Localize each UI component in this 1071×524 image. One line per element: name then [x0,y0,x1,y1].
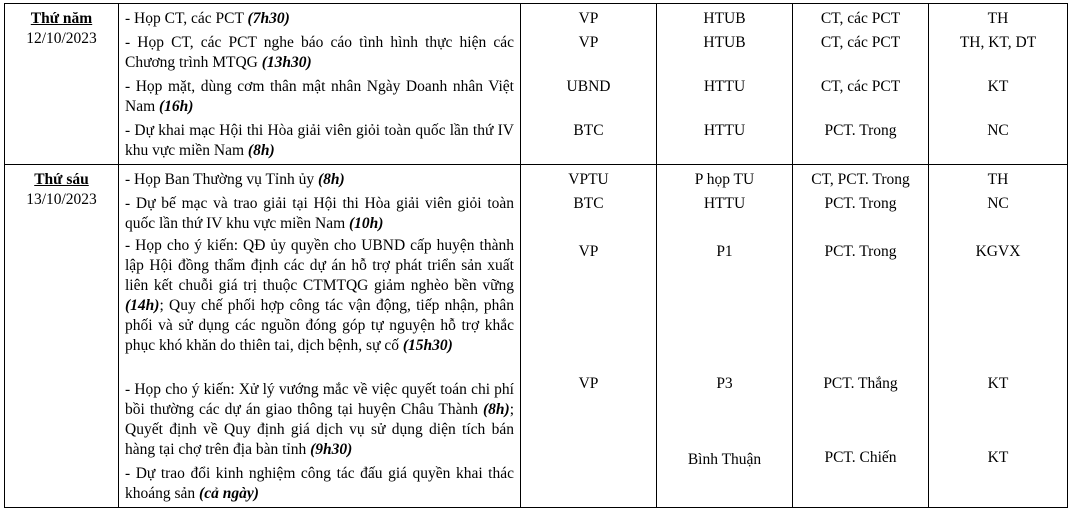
activity-item: - Họp CT, các PCT nghe báo cáo tình hình thực hiện các Chương trình MTQG (13h30) [125,34,514,71]
chair: CT, các PCT [820,34,901,51]
place-cell [657,4,793,165]
schedule-table [4,3,1068,508]
place-cell [657,165,793,508]
activities-cell [119,4,521,165]
organizer [521,450,656,470]
chair: PCT. Trong [824,122,897,139]
place: P họp TU [694,171,755,188]
chair-cell [793,165,929,508]
day-cell [5,4,119,165]
activities-cell [119,165,521,508]
activity-time: (16h) [159,98,194,115]
chair: CT, các PCT [820,10,901,27]
day-name: Thứ sáu [34,171,89,188]
organizer: VP [578,10,599,27]
organizer: VP [578,34,599,51]
organizer-cell [521,165,657,508]
chair: PCT. Thắng [823,375,898,392]
day-cell [5,165,119,508]
activity-item: - Dự khai mạc Hội thi Hòa giải viên giỏi toàn quốc lần thứ IV khu vực miền Nam (8h) [125,122,514,159]
activity-time: (8h) [317,171,345,188]
activity-item: - Họp cho ý kiến: Xử lý vướng mắc về việc quyết toán chi phí bồi thường các dự án giao thông tại huyện Châu Thành (8h); Quyết định về Quy định giá dịch vụ sử dụng diện tích bán hàng tại chợ trên địa bàn tỉnh (9h30) [125,381,514,458]
activity-item: - Họp Ban Thường vụ Tỉnh ủy (8h) [125,171,345,188]
unit: TH [987,171,1009,188]
place: HTTU [703,195,746,212]
activity-item: - Dự bế mạc và trao giải tại Hội thi Hòa giải viên giỏi toàn quốc lần thứ IV khu vực miền Nam (10h) [125,195,514,232]
organizer: VP [578,243,599,260]
activity-time: (cả ngày) [199,485,259,502]
unit: TH [987,10,1009,27]
chair-cell [793,4,929,165]
day-date: 13/10/2023 [26,191,97,208]
place: P3 [716,375,733,392]
chair: CT, PCT. Trong [811,171,910,188]
organizer-cell [521,4,657,165]
activity-item: - Họp CT, các PCT (7h30) [125,10,290,27]
activity-item: - Họp cho ý kiến: QĐ ủy quyền cho UBND cấp huyện thành lập Hội đồng thẩm định các dự án hỗ trợ phát triển sản xuất liên kết chuỗi giá trị thuộc CTMTQG giảm nghèo bền vững (14h); Quy chế phối hợp công tác vận động, tiếp nhận, phân phối và sử dụng các nguồn đóng góp tự nguyện hỗ trợ khắc phục khó khăn do thiên tai, dịch bệnh, sự cố (15h30) [125,237,514,354]
unit: KT [987,375,1009,392]
place: P1 [716,243,733,260]
activity-time: (14h) [125,297,160,314]
unit: KT [987,449,1009,466]
day-row-friday [5,165,1068,508]
place: HTTU [703,78,746,95]
organizer: VPTU [568,171,609,188]
chair: PCT. Trong [824,195,897,212]
place: HTUB [703,34,746,51]
organizer: BTC [573,195,604,212]
activity-time: (8h) [482,401,510,418]
place: HTUB [703,10,746,27]
organizer: BTC [573,122,604,139]
activity-item: - Dự trao đổi kinh nghiệm công tác đấu giá quyền khai thác khoáng sản (cả ngày) [125,465,514,502]
day-name: Thứ năm [30,10,93,27]
place: HTTU [703,122,746,139]
activity-time: (9h30) [310,441,353,458]
chair: CT, các PCT [820,78,901,95]
unit: NC [987,122,1009,139]
place: Bình Thuận [687,451,762,468]
activity-time: (15h30) [402,337,453,354]
day-row-thursday [5,4,1068,165]
unit-cell [929,165,1068,508]
day-date: 12/10/2023 [26,30,97,47]
chair: PCT. Chiến [824,449,897,466]
unit: KGVX [975,243,1021,260]
unit: KT [987,78,1009,95]
unit: TH, KT, DT [959,34,1037,51]
activity-time: (7h30) [247,10,290,27]
unit-cell [929,4,1068,165]
organizer: VP [578,375,599,392]
activity-item: - Họp mặt, dùng cơm thân mật nhân Ngày Doanh nhân Việt Nam (16h) [125,78,514,115]
activity-time: (10h) [349,215,384,232]
unit: NC [987,195,1009,212]
organizer: UBND [566,78,611,95]
activity-time: (8h) [247,142,275,159]
activity-time: (13h30) [261,54,312,71]
chair: PCT. Trong [824,243,897,260]
